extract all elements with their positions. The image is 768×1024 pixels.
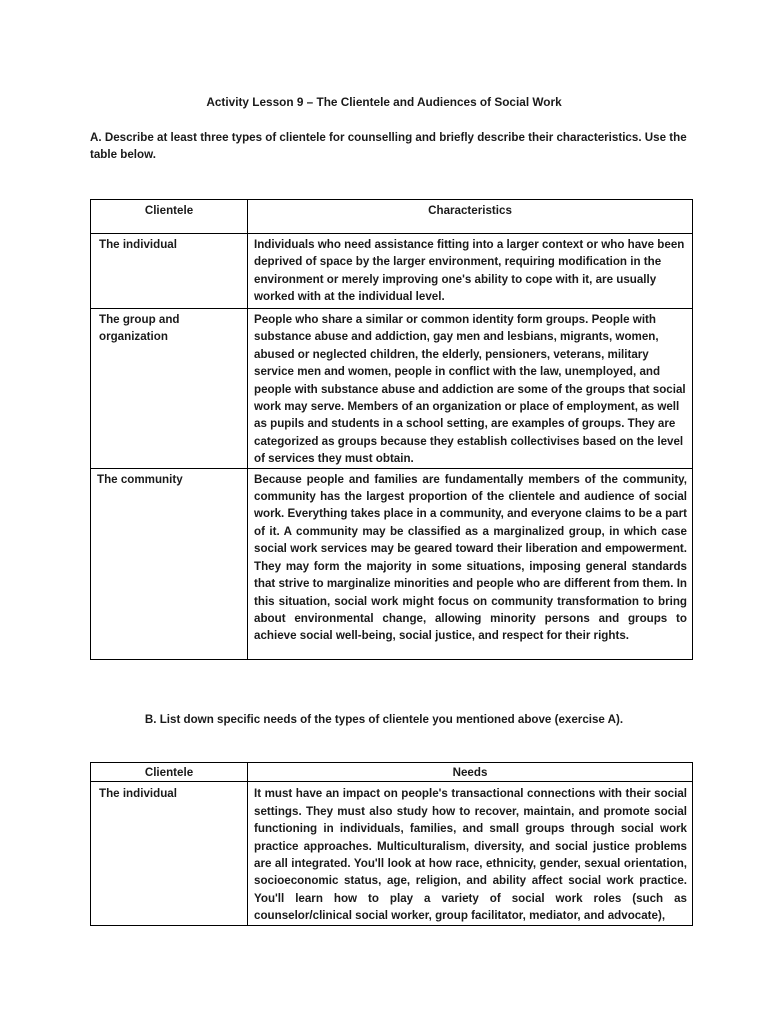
- table-row: [91, 309, 693, 469]
- characteristics-cell: People who share a similar or common identity form groups. People with substance abuse and addiction, gay men and lesbians, migrants, women, abused or neglected children, the elderly, pensioners, veterans, military service men and women, people in conflict with the law, unemployed, and people with substance abuse and addiction are some of the groups that social work may serve. Members of an organization or place of employment, as well as pupils and students in a school setting, are examples of groups. They are categorized as groups because they establish collectivises based on the level of services they must obtain.: [248, 309, 693, 469]
- column-header-needs: Needs: [248, 763, 693, 782]
- column-header-characteristics: Characteristics: [248, 200, 693, 234]
- clientele-needs-table: [90, 762, 693, 926]
- characteristics-cell: Individuals who need assistance fitting into a larger context or who have been deprived of space by the larger environment, requiring modification in the environment or merely improving one's ability to cope with it, are usually worked with at the individual level.: [248, 234, 693, 309]
- column-header-clientele: Clientele: [91, 200, 248, 234]
- clientele-cell: The individual: [91, 782, 248, 925]
- table-header-row: [91, 763, 693, 782]
- instruction-b: B. List down specific needs of the types of clientele you mentioned above (exercise A).: [144, 713, 624, 726]
- page-title: Activity Lesson 9 – The Clientele and Audiences of Social Work: [206, 95, 562, 109]
- table-header-row: [91, 200, 693, 234]
- table-row: [91, 468, 693, 659]
- clientele-cell: The community: [91, 468, 248, 659]
- clientele-cell: The individual: [91, 234, 248, 309]
- clientele-characteristics-table: [90, 199, 693, 660]
- instruction-a: A. Describe at least three types of clientele for counselling and briefly describe their characteristics. Use the table below.: [90, 131, 687, 162]
- table-row: [91, 234, 693, 309]
- needs-cell: It must have an impact on people's transactional connections with their social settings. They must also study how to recover, maintain, and promote social functioning in individuals, families, and small groups through social work practice approaches. Multiculturalism, diversity, and social justice problems are all integrated. You'll look at how race, ethnicity, gender, sexual orientation, socioeconomic status, age, religion, and ability affect social work practice. You'll learn how to play a variety of social work roles (such as counselor/clinical social worker, group facilitator, mediator, and advocate),: [248, 782, 693, 925]
- column-header-clientele: Clientele: [91, 763, 248, 782]
- clientele-cell: The group and organization: [91, 309, 248, 469]
- characteristics-cell: Because people and families are fundamentally members of the community, community has the largest proportion of the clientele and audience of social work. Everything takes place in a community, and everyone claims to be a part of it. A community may be classified as a marginalized group, in which case social work services may be geared toward their liberation and empowerment. They may form the majority in some situations, imposing general standards that strive to marginalize minorities and people who are different from them. In this situation, social work might focus on community transformation to bring about environmental change, allowing minority persons and groups to achieve social well-being, social justice, and respect for their rights.: [248, 468, 693, 659]
- table-row: [91, 782, 693, 925]
